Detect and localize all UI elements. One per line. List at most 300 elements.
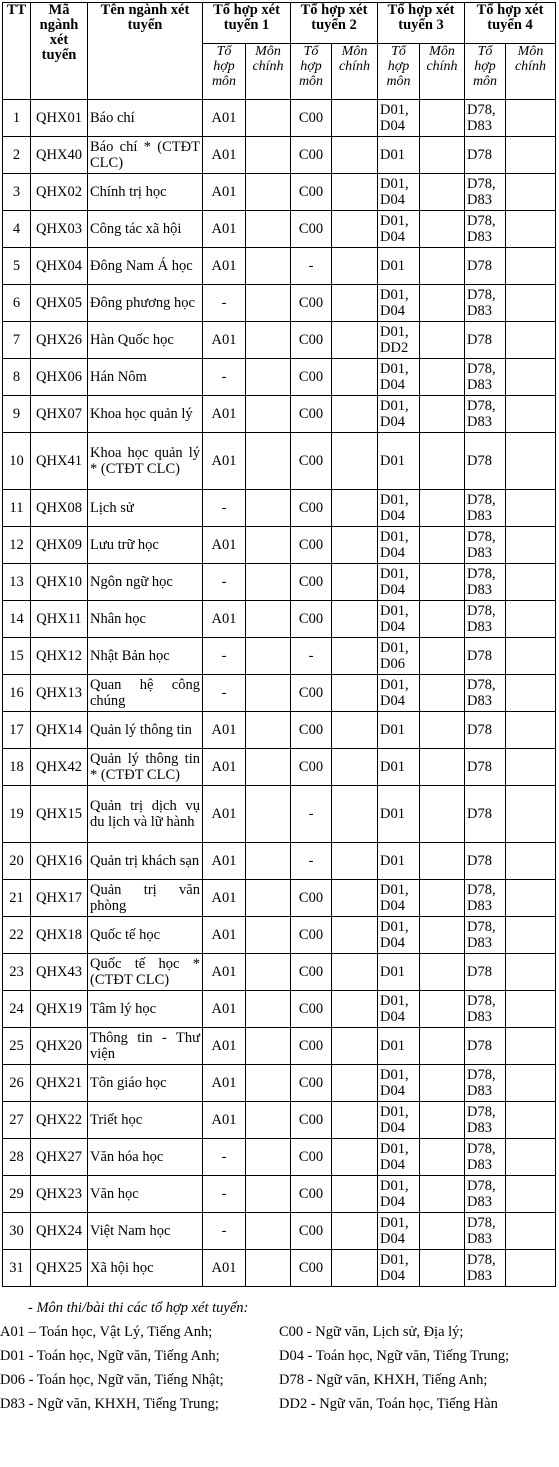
legend-item-d78: D78 - Ngữ văn, KHXH, Tiếng Anh; <box>279 1372 488 1388</box>
cell-combo-2: - <box>291 638 332 675</box>
cell-tt: 22 <box>3 917 31 954</box>
cell-combo-1: - <box>203 359 246 396</box>
subheader-combo: Tổ hợp môn <box>291 44 332 100</box>
cell-main-1 <box>246 1028 291 1065</box>
cell-code: QHX14 <box>31 712 88 749</box>
legend-item-d06: D06 - Toán học, Ngữ văn, Tiếng Nhật; <box>0 1372 224 1388</box>
cell-combo-3: D01, D04 <box>378 1213 420 1250</box>
cell-main-1 <box>246 1139 291 1176</box>
cell-tt: 6 <box>3 285 31 322</box>
cell-name: Nhật Bản học <box>88 638 203 675</box>
cell-combo-4: D78, D83 <box>465 991 506 1028</box>
cell-combo-4: D78, D83 <box>465 917 506 954</box>
cell-main-1 <box>246 322 291 359</box>
cell-tt: 8 <box>3 359 31 396</box>
cell-code: QHX11 <box>31 601 88 638</box>
cell-tt: 3 <box>3 174 31 211</box>
cell-main-1 <box>246 1065 291 1102</box>
cell-combo-4: D78, D83 <box>465 880 506 917</box>
cell-combo-4: D78, D83 <box>465 100 506 137</box>
cell-main-4 <box>506 490 556 527</box>
cell-main-3 <box>420 248 465 285</box>
cell-main-3 <box>420 1176 465 1213</box>
cell-code: QHX01 <box>31 100 88 137</box>
table-row <box>3 174 556 211</box>
cell-combo-1: A01 <box>203 433 246 490</box>
cell-combo-4: D78, D83 <box>465 490 506 527</box>
cell-combo-2: C00 <box>291 100 332 137</box>
cell-combo-1: A01 <box>203 749 246 786</box>
cell-tt: 20 <box>3 843 31 880</box>
cell-main-2 <box>332 248 378 285</box>
cell-main-1 <box>246 248 291 285</box>
cell-combo-4: D78 <box>465 322 506 359</box>
cell-tt: 14 <box>3 601 31 638</box>
cell-combo-3: D01 <box>378 843 420 880</box>
cell-combo-4: D78, D83 <box>465 211 506 248</box>
cell-main-1 <box>246 490 291 527</box>
cell-combo-3: D01, D04 <box>378 211 420 248</box>
table-row <box>3 1139 556 1176</box>
cell-main-1 <box>246 1176 291 1213</box>
cell-main-4 <box>506 954 556 991</box>
cell-code: QHX43 <box>31 954 88 991</box>
legend-item-dd2: DD2 - Ngữ văn, Toán học, Tiếng Hàn <box>279 1396 498 1412</box>
cell-main-4 <box>506 137 556 174</box>
cell-combo-3: D01 <box>378 1028 420 1065</box>
cell-combo-1: A01 <box>203 1065 246 1102</box>
cell-main-3 <box>420 786 465 843</box>
cell-name: Tâm lý học <box>88 991 203 1028</box>
notes-section <box>2 1296 557 1416</box>
cell-combo-1: A01 <box>203 1028 246 1065</box>
cell-name: Triết học <box>88 1102 203 1139</box>
cell-main-1 <box>246 396 291 433</box>
cell-main-2 <box>332 917 378 954</box>
admission-table <box>2 2 556 1287</box>
cell-main-2 <box>332 211 378 248</box>
cell-combo-3: D01 <box>378 137 420 174</box>
cell-combo-2: C00 <box>291 1065 332 1102</box>
cell-main-1 <box>246 991 291 1028</box>
cell-main-3 <box>420 211 465 248</box>
cell-main-2 <box>332 786 378 843</box>
cell-combo-2: C00 <box>291 490 332 527</box>
cell-combo-3: D01, D04 <box>378 1176 420 1213</box>
cell-main-3 <box>420 991 465 1028</box>
legend-item-c00: C00 - Ngữ văn, Lịch sử, Địa lý; <box>279 1324 464 1340</box>
header-combo-2: Tổ hợp xét tuyển 2 <box>291 3 378 44</box>
cell-combo-2: C00 <box>291 880 332 917</box>
cell-tt: 12 <box>3 527 31 564</box>
cell-main-3 <box>420 1028 465 1065</box>
cell-main-2 <box>332 490 378 527</box>
cell-code: QHX04 <box>31 248 88 285</box>
cell-main-1 <box>246 880 291 917</box>
cell-main-3 <box>420 843 465 880</box>
legend-item-a01: A01 – Toán học, Vật Lý, Tiếng Anh; <box>0 1324 213 1340</box>
subheader-main: Môn chính <box>506 44 556 100</box>
cell-code: QHX07 <box>31 396 88 433</box>
cell-main-1 <box>246 843 291 880</box>
cell-code: QHX24 <box>31 1213 88 1250</box>
cell-main-4 <box>506 1028 556 1065</box>
notes-title: - Môn thi/bài thi các tổ hợp xét tuyển: <box>28 1300 249 1316</box>
cell-combo-4: D78 <box>465 843 506 880</box>
combo-legend <box>0 1320 557 1416</box>
cell-main-2 <box>332 1250 378 1287</box>
cell-combo-1: A01 <box>203 248 246 285</box>
table-row <box>3 564 556 601</box>
cell-code: QHX08 <box>31 490 88 527</box>
cell-name: Quản trị dịch vụ du lịch và lữ hành <box>88 786 203 843</box>
cell-main-4 <box>506 359 556 396</box>
cell-main-2 <box>332 1213 378 1250</box>
cell-main-3 <box>420 917 465 954</box>
header-name: Tên ngành xét tuyển <box>88 3 203 100</box>
cell-name: Văn hóa học <box>88 1139 203 1176</box>
cell-main-2 <box>332 1028 378 1065</box>
cell-main-2 <box>332 359 378 396</box>
cell-combo-1: A01 <box>203 322 246 359</box>
cell-combo-4: D78, D83 <box>465 1213 506 1250</box>
cell-main-3 <box>420 601 465 638</box>
cell-combo-2: C00 <box>291 137 332 174</box>
cell-main-4 <box>506 527 556 564</box>
document-page <box>2 2 557 1416</box>
cell-main-4 <box>506 248 556 285</box>
cell-main-2 <box>332 1102 378 1139</box>
cell-tt: 11 <box>3 490 31 527</box>
cell-main-1 <box>246 917 291 954</box>
cell-main-2 <box>332 749 378 786</box>
cell-main-4 <box>506 100 556 137</box>
table-row <box>3 675 556 712</box>
cell-combo-4: D78, D83 <box>465 527 506 564</box>
cell-combo-2: C00 <box>291 527 332 564</box>
cell-main-4 <box>506 211 556 248</box>
cell-combo-2: C00 <box>291 1028 332 1065</box>
table-row <box>3 1250 556 1287</box>
cell-main-4 <box>506 285 556 322</box>
cell-main-1 <box>246 712 291 749</box>
cell-combo-1: A01 <box>203 211 246 248</box>
table-row <box>3 1065 556 1102</box>
cell-tt: 21 <box>3 880 31 917</box>
cell-main-1 <box>246 675 291 712</box>
cell-tt: 23 <box>3 954 31 991</box>
cell-main-4 <box>506 1176 556 1213</box>
cell-combo-3: D01, D04 <box>378 675 420 712</box>
cell-combo-2: - <box>291 786 332 843</box>
cell-combo-4: D78 <box>465 954 506 991</box>
cell-code: QHX19 <box>31 991 88 1028</box>
table-row <box>3 100 556 137</box>
table-row <box>3 601 556 638</box>
cell-main-3 <box>420 527 465 564</box>
cell-main-4 <box>506 638 556 675</box>
cell-tt: 4 <box>3 211 31 248</box>
cell-combo-3: D01 <box>378 712 420 749</box>
cell-combo-1: - <box>203 675 246 712</box>
cell-combo-1: A01 <box>203 1102 246 1139</box>
cell-code: QHX26 <box>31 322 88 359</box>
cell-main-3 <box>420 1250 465 1287</box>
cell-main-2 <box>332 285 378 322</box>
cell-combo-3: D01, D04 <box>378 564 420 601</box>
cell-code: QHX21 <box>31 1065 88 1102</box>
table-row <box>3 638 556 675</box>
cell-name: Quản trị văn phòng <box>88 880 203 917</box>
cell-main-3 <box>420 564 465 601</box>
cell-code: QHX27 <box>31 1139 88 1176</box>
cell-code: QHX02 <box>31 174 88 211</box>
cell-main-4 <box>506 712 556 749</box>
cell-main-3 <box>420 490 465 527</box>
cell-main-4 <box>506 1139 556 1176</box>
cell-name: Quản lý thông tin * (CTĐT CLC) <box>88 749 203 786</box>
cell-code: QHX15 <box>31 786 88 843</box>
cell-main-3 <box>420 749 465 786</box>
cell-tt: 10 <box>3 433 31 490</box>
cell-combo-1: A01 <box>203 712 246 749</box>
cell-code: QHX09 <box>31 527 88 564</box>
cell-combo-3: D01, D04 <box>378 991 420 1028</box>
cell-main-3 <box>420 1213 465 1250</box>
cell-main-1 <box>246 564 291 601</box>
cell-main-2 <box>332 675 378 712</box>
cell-combo-1: A01 <box>203 991 246 1028</box>
cell-combo-2: C00 <box>291 211 332 248</box>
cell-main-2 <box>332 843 378 880</box>
cell-main-2 <box>332 322 378 359</box>
table-row <box>3 880 556 917</box>
cell-combo-2: C00 <box>291 917 332 954</box>
cell-main-2 <box>332 433 378 490</box>
cell-main-3 <box>420 359 465 396</box>
cell-name: Hán Nôm <box>88 359 203 396</box>
cell-tt: 17 <box>3 712 31 749</box>
cell-code: QHX13 <box>31 675 88 712</box>
cell-main-3 <box>420 433 465 490</box>
cell-name: Khoa học quản lý * (CTĐT CLC) <box>88 433 203 490</box>
cell-main-3 <box>420 1139 465 1176</box>
cell-combo-4: D78, D83 <box>465 1176 506 1213</box>
cell-code: QHX16 <box>31 843 88 880</box>
header-combo-1: Tổ hợp xét tuyển 1 <box>203 3 291 44</box>
cell-main-4 <box>506 749 556 786</box>
cell-combo-3: D01, D04 <box>378 359 420 396</box>
cell-main-1 <box>246 359 291 396</box>
cell-tt: 30 <box>3 1213 31 1250</box>
cell-combo-1: - <box>203 1213 246 1250</box>
cell-name: Thông tin - Thư viện <box>88 1028 203 1065</box>
cell-main-4 <box>506 564 556 601</box>
cell-name: Báo chí <box>88 100 203 137</box>
cell-combo-1: - <box>203 490 246 527</box>
table-row <box>3 285 556 322</box>
cell-main-1 <box>246 1102 291 1139</box>
cell-combo-1: A01 <box>203 917 246 954</box>
cell-tt: 18 <box>3 749 31 786</box>
cell-tt: 26 <box>3 1065 31 1102</box>
cell-combo-4: D78 <box>465 786 506 843</box>
cell-main-4 <box>506 917 556 954</box>
cell-combo-4: D78, D83 <box>465 174 506 211</box>
cell-main-2 <box>332 100 378 137</box>
cell-combo-2: C00 <box>291 1176 332 1213</box>
cell-name: Quốc tế học * (CTĐT CLC) <box>88 954 203 991</box>
cell-main-4 <box>506 675 556 712</box>
cell-tt: 16 <box>3 675 31 712</box>
cell-combo-1: A01 <box>203 174 246 211</box>
cell-code: QHX18 <box>31 917 88 954</box>
cell-combo-2: - <box>291 843 332 880</box>
cell-name: Xã hội học <box>88 1250 203 1287</box>
cell-code: QHX05 <box>31 285 88 322</box>
cell-combo-3: D01 <box>378 749 420 786</box>
cell-combo-1: A01 <box>203 1250 246 1287</box>
cell-combo-2: C00 <box>291 433 332 490</box>
cell-tt: 29 <box>3 1176 31 1213</box>
legend-item-d83: D83 - Ngữ văn, KHXH, Tiếng Trung; <box>0 1396 219 1412</box>
header-code: Mã ngành xét tuyển <box>31 3 88 100</box>
cell-main-2 <box>332 396 378 433</box>
cell-combo-3: D01, D04 <box>378 917 420 954</box>
table-row <box>3 137 556 174</box>
table-row <box>3 396 556 433</box>
cell-main-3 <box>420 638 465 675</box>
cell-main-1 <box>246 786 291 843</box>
cell-combo-4: D78, D83 <box>465 564 506 601</box>
cell-tt: 13 <box>3 564 31 601</box>
cell-combo-2: C00 <box>291 174 332 211</box>
cell-name: Lưu trữ học <box>88 527 203 564</box>
cell-main-2 <box>332 954 378 991</box>
table-row <box>3 1176 556 1213</box>
cell-main-2 <box>332 1139 378 1176</box>
cell-combo-2: C00 <box>291 322 332 359</box>
cell-combo-3: D01 <box>378 433 420 490</box>
cell-combo-2: C00 <box>291 675 332 712</box>
cell-tt: 28 <box>3 1139 31 1176</box>
table-row <box>3 843 556 880</box>
cell-code: QHX40 <box>31 137 88 174</box>
header-combo-4: Tổ hợp xét tuyển 4 <box>465 3 556 44</box>
cell-combo-3: D01, D06 <box>378 638 420 675</box>
cell-main-4 <box>506 880 556 917</box>
cell-main-4 <box>506 601 556 638</box>
cell-main-3 <box>420 174 465 211</box>
cell-name: Văn học <box>88 1176 203 1213</box>
cell-combo-1: A01 <box>203 527 246 564</box>
cell-name: Việt Nam học <box>88 1213 203 1250</box>
cell-main-1 <box>246 638 291 675</box>
cell-main-1 <box>246 601 291 638</box>
table-row <box>3 954 556 991</box>
cell-main-2 <box>332 991 378 1028</box>
subheader-combo: Tổ hợp môn <box>465 44 506 100</box>
cell-combo-3: D01, D04 <box>378 285 420 322</box>
cell-combo-1: A01 <box>203 137 246 174</box>
cell-code: QHX23 <box>31 1176 88 1213</box>
cell-name: Quản lý thông tin <box>88 712 203 749</box>
table-body <box>3 100 556 1287</box>
cell-combo-2: C00 <box>291 954 332 991</box>
cell-main-1 <box>246 527 291 564</box>
cell-combo-3: D01, D04 <box>378 1065 420 1102</box>
cell-combo-2: C00 <box>291 601 332 638</box>
cell-tt: 24 <box>3 991 31 1028</box>
cell-name: Tôn giáo học <box>88 1065 203 1102</box>
cell-name: Quan hệ công chúng <box>88 675 203 712</box>
cell-main-3 <box>420 137 465 174</box>
cell-code: QHX42 <box>31 749 88 786</box>
cell-combo-1: - <box>203 564 246 601</box>
cell-combo-1: - <box>203 638 246 675</box>
cell-tt: 25 <box>3 1028 31 1065</box>
cell-combo-4: D78, D83 <box>465 675 506 712</box>
cell-tt: 27 <box>3 1102 31 1139</box>
table-row <box>3 359 556 396</box>
cell-combo-1: - <box>203 1176 246 1213</box>
cell-combo-2: C00 <box>291 1102 332 1139</box>
table-row <box>3 490 556 527</box>
cell-combo-4: D78 <box>465 1028 506 1065</box>
cell-combo-3: D01 <box>378 248 420 285</box>
cell-combo-4: D78 <box>465 749 506 786</box>
cell-combo-1: - <box>203 285 246 322</box>
cell-combo-2: C00 <box>291 1213 332 1250</box>
cell-code: QHX06 <box>31 359 88 396</box>
cell-tt: 2 <box>3 137 31 174</box>
table-row <box>3 1028 556 1065</box>
cell-main-4 <box>506 991 556 1028</box>
cell-name: Hàn Quốc học <box>88 322 203 359</box>
cell-combo-4: D78, D83 <box>465 601 506 638</box>
cell-main-4 <box>506 322 556 359</box>
cell-combo-3: D01, D04 <box>378 174 420 211</box>
cell-combo-1: A01 <box>203 786 246 843</box>
subheader-main: Môn chính <box>420 44 465 100</box>
cell-main-3 <box>420 880 465 917</box>
cell-code: QHX17 <box>31 880 88 917</box>
cell-combo-4: D78 <box>465 137 506 174</box>
cell-name: Báo chí * (CTĐT CLC) <box>88 137 203 174</box>
cell-main-2 <box>332 527 378 564</box>
cell-combo-3: D01, D04 <box>378 880 420 917</box>
cell-tt: 9 <box>3 396 31 433</box>
cell-combo-2: C00 <box>291 712 332 749</box>
subheader-combo: Tổ hợp môn <box>378 44 420 100</box>
header-combo-3: Tổ hợp xét tuyển 3 <box>378 3 465 44</box>
cell-name: Quản trị khách sạn <box>88 843 203 880</box>
table-row <box>3 917 556 954</box>
cell-combo-4: D78, D83 <box>465 1102 506 1139</box>
cell-name: Chính trị học <box>88 174 203 211</box>
table-row <box>3 991 556 1028</box>
cell-main-4 <box>506 396 556 433</box>
cell-combo-4: D78, D83 <box>465 285 506 322</box>
cell-main-1 <box>246 749 291 786</box>
cell-main-1 <box>246 211 291 248</box>
table-row <box>3 248 556 285</box>
cell-combo-1: A01 <box>203 954 246 991</box>
cell-name: Quốc tế học <box>88 917 203 954</box>
cell-main-1 <box>246 1250 291 1287</box>
cell-main-3 <box>420 396 465 433</box>
table-row <box>3 527 556 564</box>
